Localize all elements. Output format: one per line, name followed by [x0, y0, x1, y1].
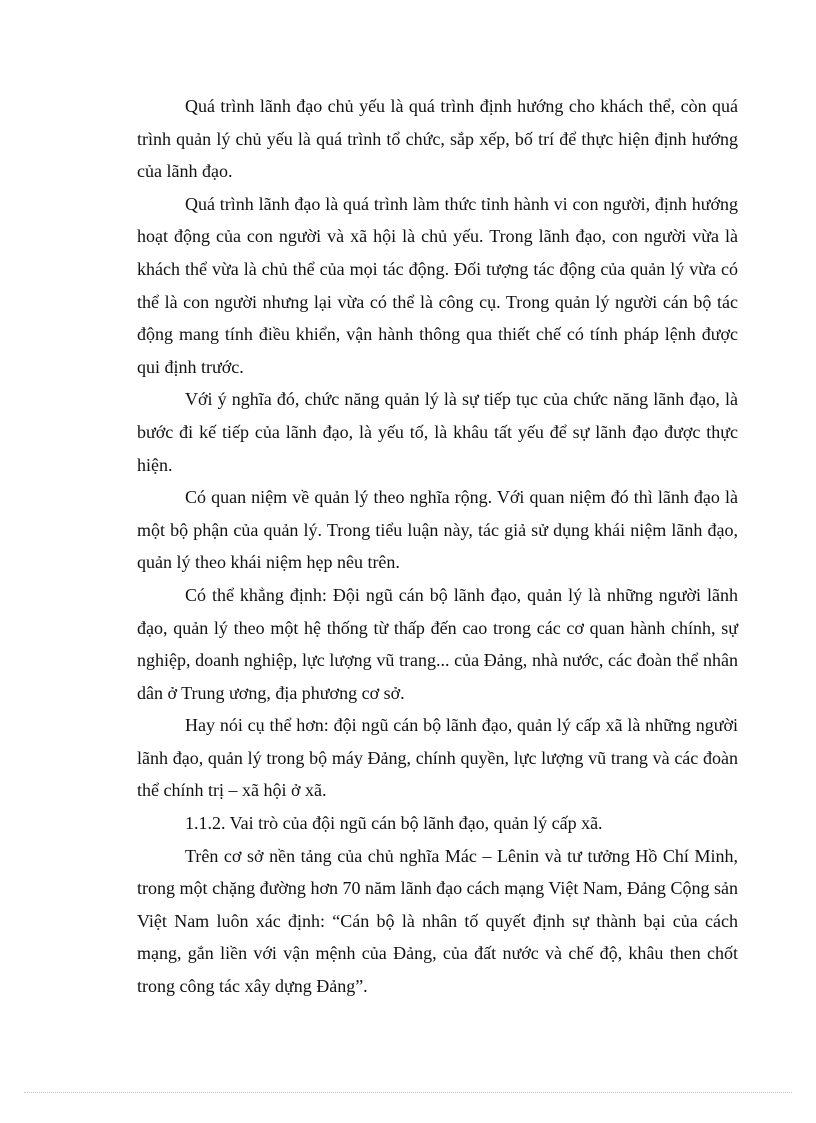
- paragraph-broad-concept: Có quan niệm về quản lý theo nghĩa rộng. Với quan niệm đó thì lãnh đạo là một bộ phận của quản lý. Trong tiểu luận này, tác giả sử dụng khái niệm lãnh đạo, quản lý theo khái niệm hẹp nêu trên.: [137, 487, 738, 573]
- paragraph-leadership-vs-management: Quá trình lãnh đạo chủ yếu là quá trình định hướng cho khách thể, còn quá trình quản lý chủ yếu là quá trình tổ chức, sắp xếp, bố trí để thực hiện định hướng của lãnh đạo.: [137, 96, 738, 182]
- paragraph-party-view: Trên cơ sở nền tảng của chủ nghĩa Mác – Lênin và tư tưởng Hồ Chí Minh, trong một chặng đường hơn 70 năm lãnh đạo cách mạng Việt Nam, Đảng Cộng sản Việt Nam luôn xác định: “Cán bộ là nhân tố quyết định sự thành bại của cách mạng, gắn liền với vận mệnh của Đảng, của đất nước và chế độ, khâu then chốt trong công tác xây dựng Đảng”.: [137, 845, 738, 997]
- paragraph-cadre-definition: Có thể khẳng định: Đội ngũ cán bộ lãnh đạo, quản lý là những người lãnh đạo, quản lý theo một hệ thống từ thấp đến cao trong các cơ quan hành chính, sự nghiệp, doanh nghiệp, lực lượng vũ trang... của Đảng, nhà nước, các đoàn thể nhân dân ở Trung ương, địa phương cơ sở.: [137, 584, 738, 703]
- document-body: [137, 90, 738, 1003]
- paragraph-commune-cadre: Hay nói cụ thể hơn: đội ngũ cán bộ lãnh đạo, quản lý cấp xã là những người lãnh đạo, quản lý trong bộ máy Đảng, chính quyền, lực lượng vũ trang và các đoàn thể chính trị – xã hội ở xã.: [137, 715, 738, 801]
- paragraph-management-function: Với ý nghĩa đó, chức năng quản lý là sự tiếp tục của chức năng lãnh đạo, là bước đi kế tiếp của lãnh đạo, là yếu tố, là khâu tất yếu để sự lãnh đạo được thực hiện.: [137, 389, 738, 475]
- section-heading-1-1-2: 1.1.2. Vai trò của đội ngũ cán bộ lãnh đạo, quản lý cấp xã.: [185, 813, 603, 834]
- paragraph-leadership-process: Quá trình lãnh đạo là quá trình làm thức tỉnh hành vi con người, định hướng hoạt động của con người và xã hội là chủ yếu. Trong lãnh đạo, con người vừa là khách thể vừa là chủ thể của mọi tác động. Đối tượng tác động của quản lý vừa có thể là con người nhưng lại vừa có thể là công cụ. Trong quản lý người cán bộ tác động mang tính điều khiển, vận hành thông qua thiết chế có tính pháp lệnh được qui định trước.: [137, 193, 738, 377]
- page-bottom-divider: [24, 1092, 792, 1093]
